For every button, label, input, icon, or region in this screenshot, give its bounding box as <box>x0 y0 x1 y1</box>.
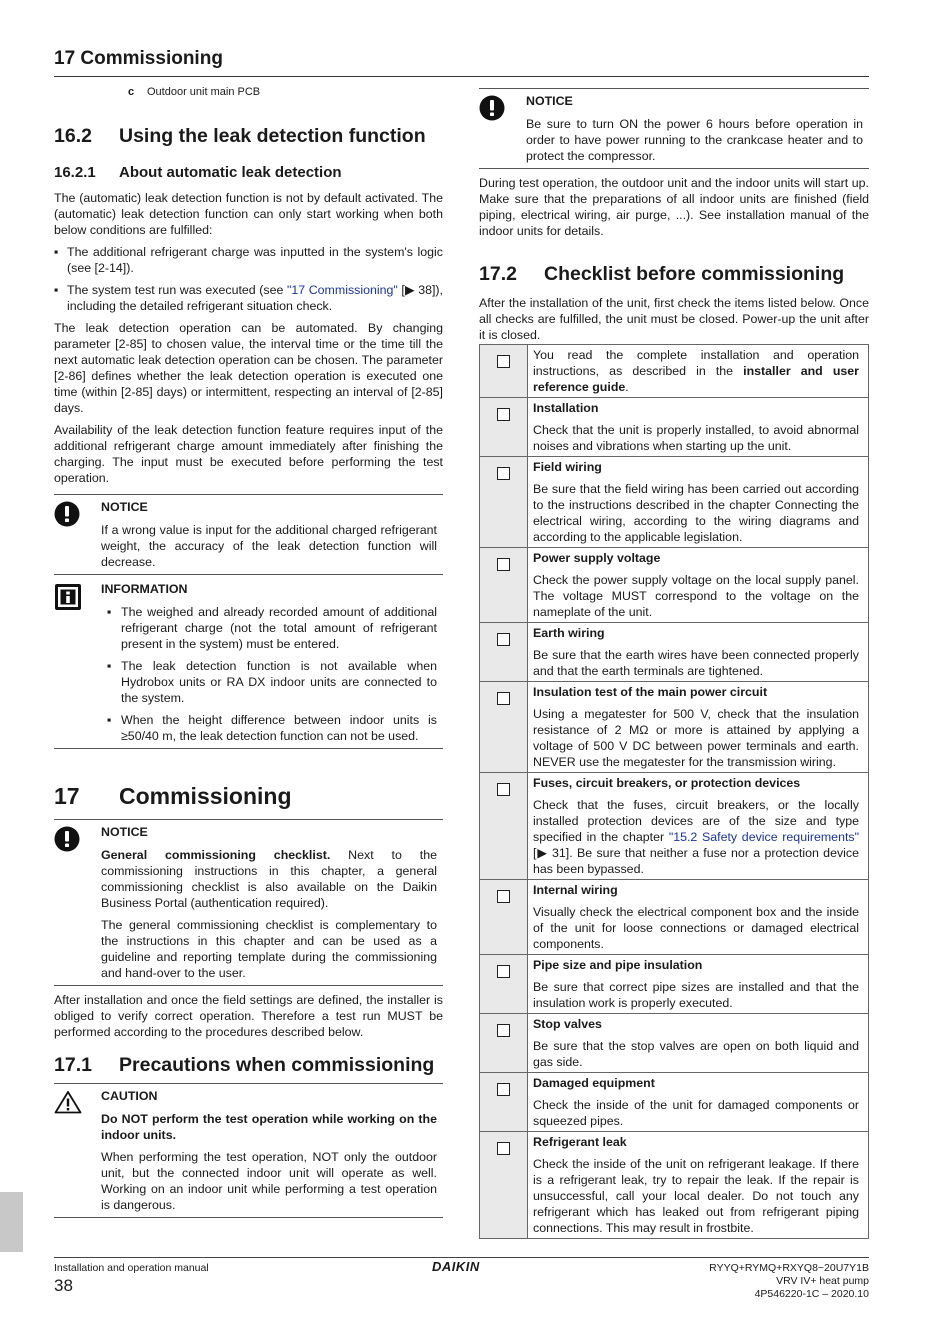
footer-rule <box>54 1257 869 1258</box>
footer-manual-title: Installation and operation manual <box>54 1262 209 1274</box>
notice-box <box>54 819 443 986</box>
list-item-c: c Outdoor unit main PCB <box>128 86 261 98</box>
checklist-item-title: Damaged equipment <box>533 1076 655 1090</box>
checkbox[interactable] <box>497 467 510 480</box>
caution-title: CAUTION <box>101 1089 158 1103</box>
section-16-2-1-heading: 16.2.1 About automatic leak detection <box>54 164 342 181</box>
checkbox[interactable] <box>497 965 510 978</box>
paragraph: Availability of the leak detection function feature requires input of the additional refrigerant charge amount immediately after finishing the charging. The input must be executed before performing the test operation. <box>54 423 443 485</box>
chapter-17-heading: 17 Commissioning <box>54 783 292 809</box>
exclamation-icon <box>54 499 101 570</box>
information-box <box>54 577 443 749</box>
section-16-2-heading: 16.2 Using the leak detection function <box>54 125 426 147</box>
checklist-row: Insulation test of the main power circuit Using a megatester for 500 V, check that the insulation resistance of 2 MΩ or more is attained by applying a voltage of 500 V DC between power terminals and earth. NEVER use the megatester for the transmission wiring. <box>480 682 869 773</box>
info-bullet: ▪ When the height difference between indoor units is ≥50/40 m, the leak detection function can not be used. <box>107 713 437 743</box>
caution-bold: Do NOT perform the test operation while working on the indoor units. <box>101 1112 437 1142</box>
commissioning-checklist <box>479 344 869 1239</box>
notice-title: NOTICE <box>101 500 148 514</box>
checkbox[interactable] <box>497 1024 510 1037</box>
checklist-item-title: Pipe size and pipe insulation <box>533 958 703 972</box>
checkbox[interactable] <box>497 355 510 368</box>
checklist-row: Power supply voltage Check the power supply voltage on the local supply panel. The voltage MUST correspond to the voltage on the nameplate of the unit. <box>480 548 869 623</box>
footer-doc-info <box>709 1262 869 1301</box>
info-bullet: ▪ The weighed and already recorded amount of additional refrigerant charge (not the total amount of refrigerant present in the system) must be entered. <box>107 605 437 651</box>
checklist-item-title: Earth wiring <box>533 626 605 640</box>
notice-text: If a wrong value is input for the additional charged refrigerant weight, the accuracy of the leak detection function will decrease. <box>101 523 437 569</box>
caution-box <box>54 1083 443 1218</box>
notice-box <box>54 494 443 575</box>
checklist-item-title: Internal wiring <box>533 883 618 897</box>
footer-doc-number: 4P546220-1C – 2020.10 <box>754 1288 869 1300</box>
checklist-row: You read the complete installation and operation instructions, as described in the installer and user reference guide. <box>480 345 869 398</box>
paragraph: The (automatic) leak detection function is not by default activated. The (automatic) leak detection function can only start working when both below conditions are fulfilled: <box>54 191 443 237</box>
notice-text: General commissioning checklist. Next to the commissioning instructions in this chapter, a general commissioning checklist is also available on the Daikin Business Portal (authentication required). <box>101 848 437 910</box>
paragraph: After installation and once the field settings are defined, the installer is obliged to verify correct operation. Therefore a test run MUST be performed according to the procedures described below. <box>54 993 443 1039</box>
checklist-row: Earth wiring Be sure that the earth wires have been connected properly and that the earth terminals are tightened. <box>480 623 869 682</box>
footer-product: VRV IV+ heat pump <box>776 1275 869 1287</box>
exclamation-icon <box>54 824 101 981</box>
paragraph: After the installation of the unit, first check the items listed below. Once all checks are fulfilled, the unit must be closed. Power-up the unit after it is closed. <box>479 296 869 342</box>
side-tab <box>0 1192 23 1252</box>
checklist-row: Stop valves Be sure that the stop valves are open on both liquid and gas side. <box>480 1014 869 1073</box>
notice-text: The general commissioning checklist is complementary to the instructions in this chapter and can be used as a guideline and reporting template during the commissioning and hand-over to the user. <box>101 918 437 980</box>
notice-text: Be sure to turn ON the power 6 hours before operation in order to have power running to the crankcase heater and to protect the compressor. <box>526 117 863 163</box>
checklist-item-title: Refrigerant leak <box>533 1135 627 1149</box>
checkbox[interactable] <box>497 408 510 421</box>
checklist-row: Damaged equipment Check the inside of the unit for damaged components or squeezed pipes. <box>480 1073 869 1132</box>
checklist-row: Fuses, circuit breakers, or protection devices Check that the fuses, circuit breakers, or the locally installed protection devices are of the size and type specified in the chapter "15.2 Safety device requirements" [▶ 31]. Be sure that neither a fuse nor a protection device has been bypassed. <box>480 773 869 880</box>
footer-model: RYYQ+RYMQ+RXYQ8~20U7Y1B <box>709 1262 869 1274</box>
checklist-row: Internal wiring Visually check the electrical component box and the inside of the unit for loose connections or damaged electrical components. <box>480 880 869 955</box>
checklist-row: Refrigerant leak Check the inside of the unit on refrigerant leakage. If there is a refrigerant leak, try to repair the leak. If the repair is unsuccessful, call your local dealer. Do not touch any refrigerant which has leaked out from refrigerant piping connections. This may result in frostbite. <box>480 1132 869 1239</box>
bullet-item: ▪ The additional refrigerant charge was inputted in the system's logic (see [2-14]). <box>54 245 443 275</box>
daikin-logo: DAIKIN <box>432 1259 480 1274</box>
checkbox[interactable] <box>497 692 510 705</box>
paragraph: The leak detection operation can be automated. By changing parameter [2-85] to chosen value, the interval time or the time till the next automatic leak detection operation can be chosen. The parameter [2-86] defines whether the leak detection operation is executed one time (within [2-85] days) or intermittent, respecting an interval of [2-85] days. <box>54 321 443 415</box>
page-header-title: 17 Commissioning <box>54 48 223 69</box>
checklist-row: Installation Check that the unit is properly installed, to avoid abnormal noises and vibrations when starting up the unit. <box>480 398 869 457</box>
section-17-2-heading: 17.2 Checklist before commissioning <box>479 263 845 285</box>
checklist-item-title: Installation <box>533 401 599 415</box>
checklist-item-title: Power supply voltage <box>533 551 661 565</box>
caution-text: When performing the test operation, NOT only the outdoor unit, but the connected indoor unit will operate as well. Working on an indoor unit while performing a test operation is dangerous. <box>101 1150 437 1212</box>
link-17-commissioning[interactable]: "17 Commissioning" <box>286 283 398 297</box>
notice-title: NOTICE <box>101 825 148 839</box>
checkbox[interactable] <box>497 1142 510 1155</box>
checkbox[interactable] <box>497 633 510 646</box>
checklist-item-title: Insulation test of the main power circuit <box>533 685 768 699</box>
checkbox[interactable] <box>497 783 510 796</box>
information-title: INFORMATION <box>101 582 188 596</box>
section-17-1-heading: 17.1 Precautions when commissioning <box>54 1054 435 1076</box>
warning-triangle-icon <box>54 1088 101 1213</box>
bullet-item: ▪ The system test run was executed (see "17 Commissioning" [▶ 38]), including the detailed refrigerant situation check. <box>54 283 444 313</box>
link-safety-device-requirements[interactable]: "15.2 Safety device requirements" <box>668 830 860 844</box>
left-column <box>54 86 443 1218</box>
checklist-item-title: Fuses, circuit breakers, or protection devices <box>533 776 801 790</box>
checklist-row: Field wiring Be sure that the field wiring has been carried out according to the instructions described in the chapter Connecting the electrical wiring, according to the wiring diagrams and according to the applicable legislation. <box>480 457 869 548</box>
information-icon <box>54 581 101 744</box>
checklist-row: Pipe size and pipe insulation Be sure that correct pipe sizes are installed and that the insulation work is properly executed. <box>480 955 869 1014</box>
right-column <box>479 88 869 1239</box>
exclamation-icon <box>479 93 526 164</box>
checklist-item-title: Field wiring <box>533 460 602 474</box>
notice-box <box>479 88 869 169</box>
checkbox[interactable] <box>497 1083 510 1096</box>
paragraph: During test operation, the outdoor unit and the indoor units will start up. Make sure that the preparations of all indoor units are finished (field piping, electrical wiring, air purge, ...). See installation manual of the indoor units for details. <box>479 176 869 238</box>
notice-title: NOTICE <box>526 94 573 108</box>
info-bullet: ▪ The leak detection function is not available when Hydrobox units or RA DX indoor units are connected to the system. <box>107 659 437 705</box>
checklist-item-title: Stop valves <box>533 1017 602 1031</box>
page-number: 38 <box>54 1276 73 1295</box>
checkbox[interactable] <box>497 890 510 903</box>
header-rule <box>54 76 869 77</box>
checkbox[interactable] <box>497 558 510 571</box>
